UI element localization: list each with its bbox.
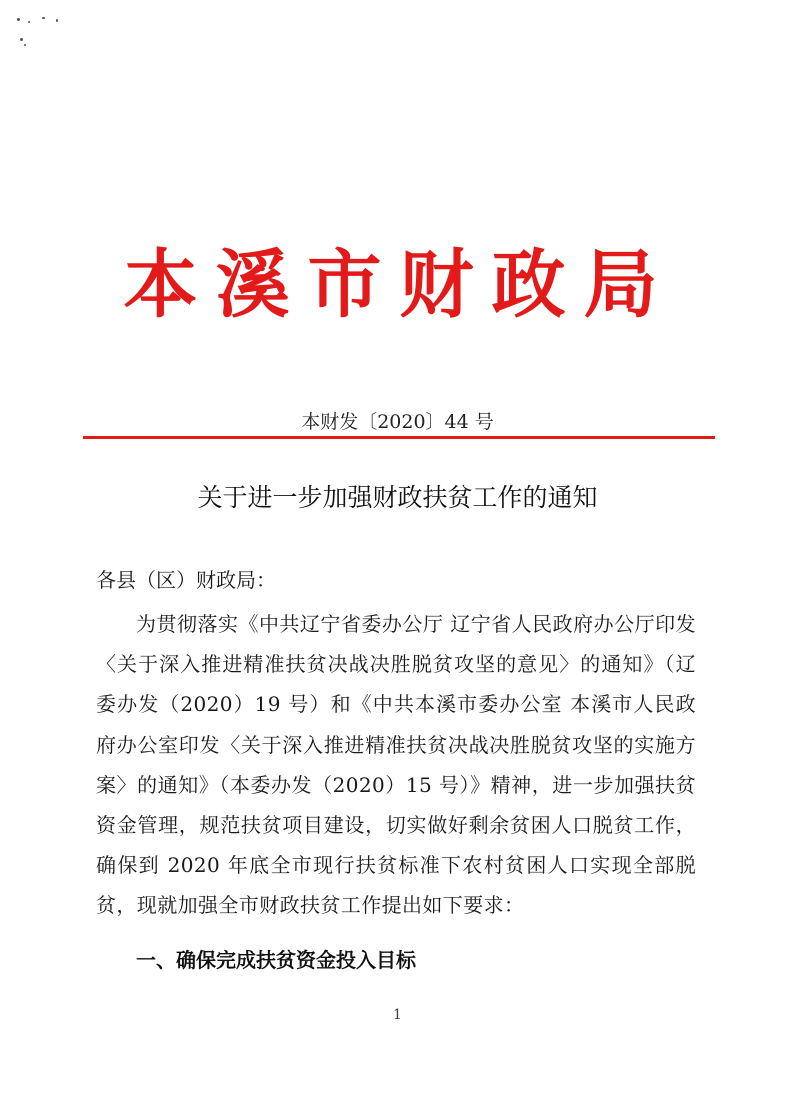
section-heading: 一、确保完成扶贫资金投入目标 bbox=[136, 948, 416, 972]
body-paragraph: 为贯彻落实《中共辽宁省委办公厅 辽宁省人民政府办公厅印发〈关于深入推进精准扶贫决战决胜脱贫攻坚的意见〉的通知》（辽委办发（2020）19 号）和《中共本溪市委办公室 本溪市人民政府办公室印发〈关于深入推进精准扶贫决战决胜脱贫攻坚的实施方案〉的通知》（本委办发（2020）15 号）》精神，进一步加强扶贫资金管理，规范扶贫项目建设，切实做好剩余贫困人口脱贫工作，确保到 2020 年底全市现行扶贫标准下农村贫困人口实现全部脱贫，现就加强全市财政扶贫工作提出如下要求： bbox=[96, 612, 696, 918]
notice-title: 关于进一步加强财政扶贫工作的通知 bbox=[197, 483, 598, 512]
page-number: 1 bbox=[393, 1007, 402, 1023]
salutation: 各县（区）财政局： bbox=[96, 568, 276, 592]
issuer-header: 本溪市财政局 bbox=[123, 242, 676, 328]
document-number: 本财发〔2020〕44 号 bbox=[301, 411, 494, 433]
red-divider-rule bbox=[83, 436, 715, 439]
